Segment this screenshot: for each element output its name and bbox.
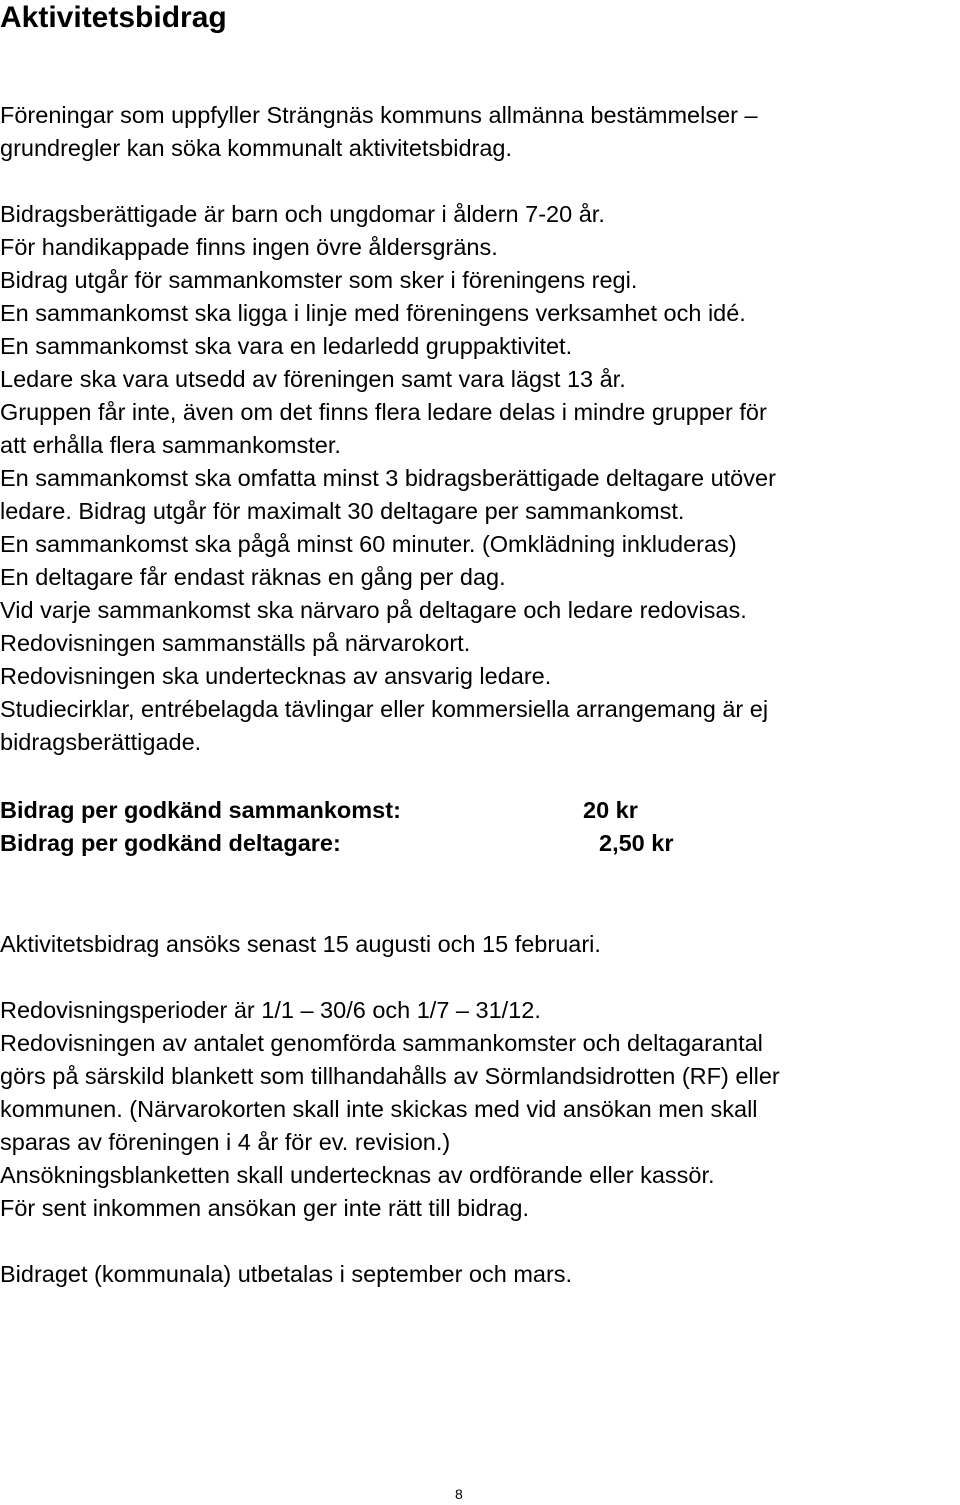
rule-line: Vid varje sammankomst ska närvaro på deltagare och ledare redovisas. [0, 597, 747, 623]
amount-value: 20 kr [583, 797, 638, 823]
amount-label: Bidrag per godkänd deltagare: [0, 830, 341, 856]
deadline-text: Aktivitetsbidrag ansöks senast 15 augusti och 15 februari. [0, 931, 601, 957]
rule-line: En sammankomst ska ligga i linje med föreningens verksamhet och idé. [0, 300, 746, 326]
reporting-line: För sent inkommen ansökan ger inte rätt till bidrag. [0, 1195, 530, 1221]
payment-text: Bidraget (kommunala) utbetalas i september och mars. [0, 1261, 573, 1287]
rule-line: Studiecirklar, entrébelagda tävlingar eller kommersiella arrangemang är ej [0, 696, 769, 722]
reporting-line: Redovisningen av antalet genomförda sammankomster och deltagarantal [0, 1030, 763, 1056]
amount-label: Bidrag per godkänd sammankomst: [0, 797, 401, 823]
reporting-line: kommunen. (Närvarokorten skall inte skickas med vid ansökan men skall [0, 1096, 758, 1122]
rule-line: Ledare ska vara utsedd av föreningen samt vara lägst 13 år. [0, 366, 626, 392]
rule-line: Redovisningen sammanställs på närvarokort. [0, 630, 471, 656]
page-number: 8 [455, 1486, 463, 1502]
rule-line: ledare. Bidrag utgår för maximalt 30 deltagare per sammankomst. [0, 498, 685, 524]
reporting-line: Redovisningsperioder är 1/1 – 30/6 och 1/7 – 31/12. [0, 997, 541, 1023]
reporting-line: Ansökningsblanketten skall undertecknas av ordförande eller kassör. [0, 1162, 715, 1188]
rule-line: En deltagare får endast räknas en gång per dag. [0, 564, 506, 590]
intro-line: Föreningar som uppfyller Strängnäs kommuns allmänna bestämmelser – [0, 102, 758, 128]
rule-line: En sammankomst ska vara en ledarledd gruppaktivitet. [0, 333, 573, 359]
rule-line: En sammankomst ska pågå minst 60 minuter. (Omklädning inkluderas) [0, 531, 737, 557]
reporting-line: görs på särskild blankett som tillhandahålls av Sörmlandsidrotten (RF) eller [0, 1063, 780, 1089]
rule-line: Redovisningen ska undertecknas av ansvarig ledare. [0, 663, 552, 689]
rule-line: att erhålla flera sammankomster. [0, 432, 341, 458]
rule-line: En sammankomst ska omfatta minst 3 bidragsberättigade deltagare utöver [0, 465, 776, 491]
rule-line: Bidrag utgår för sammankomster som sker i föreningens regi. [0, 267, 638, 293]
rule-line: För handikappade finns ingen övre åldersgräns. [0, 234, 498, 260]
rule-line: Bidragsberättigade är barn och ungdomar i åldern 7-20 år. [0, 201, 605, 227]
rule-line: Gruppen får inte, även om det finns flera ledare delas i mindre grupper för [0, 399, 767, 425]
reporting-line: sparas av föreningen i 4 år för ev. revision.) [0, 1129, 451, 1155]
rule-line: bidragsberättigade. [0, 729, 202, 755]
page-title: Aktivitetsbidrag [0, 1, 227, 34]
intro-line: grundregler kan söka kommunalt aktivitetsbidrag. [0, 135, 513, 161]
amount-value: 2,50 kr [599, 830, 674, 856]
